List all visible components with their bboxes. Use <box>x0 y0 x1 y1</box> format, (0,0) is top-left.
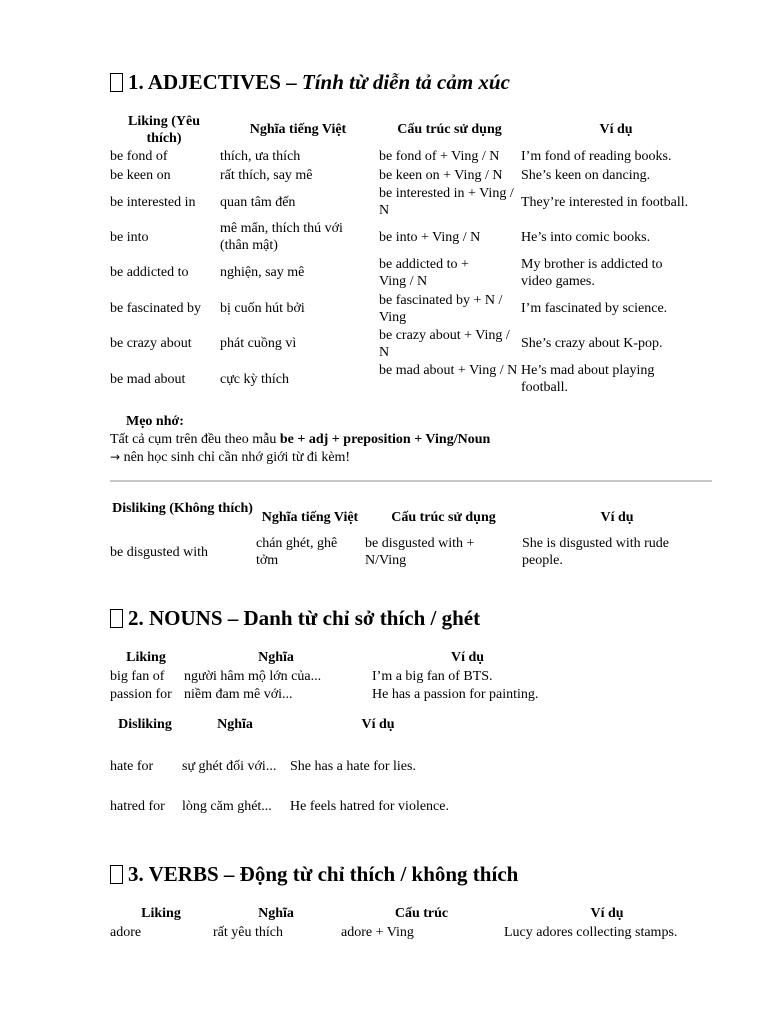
table-header: Liking <box>141 906 181 921</box>
table-header: Cấu trúc sử dụng <box>397 122 502 137</box>
placeholder-glyph-icon <box>110 609 123 628</box>
table-header: Cấu trúc <box>394 906 449 921</box>
table-header: Ví dụ <box>599 122 633 137</box>
divider <box>110 480 712 482</box>
table-header: Nghĩa tiếng Việt <box>249 122 347 137</box>
table-header: Disliking <box>118 717 172 732</box>
table-header: Cấu trúc sử dụng <box>391 510 496 525</box>
table-header: Nghĩa <box>258 906 294 921</box>
section-1-heading: 1. ADJECTIVES – Tính từ diễn tả cảm xúc <box>110 70 510 95</box>
section-3-heading: 3. VERBS – Động từ chỉ thích / không thích <box>110 862 518 887</box>
table-header: Ví dụ <box>361 717 395 732</box>
tip-line-1: Tất cả cụm trên đều theo mẫu be + adj + preposition + Ving/Noun <box>110 432 491 447</box>
arrow-right-icon: → <box>110 450 121 464</box>
placeholder-glyph-icon <box>110 73 123 92</box>
table-header: Nghĩa <box>217 717 253 732</box>
table-header: Ví dụ <box>590 906 624 921</box>
table-header: Nghĩa <box>258 650 294 665</box>
table-header: Disliking (Không thích) <box>112 501 253 516</box>
table-header: Liking <box>126 650 166 665</box>
placeholder-glyph-icon <box>110 865 123 884</box>
table-header: Nghĩa tiếng Việt <box>261 510 359 525</box>
section-2-heading: 2. NOUNS – Danh từ chỉ sở thích / ghét <box>110 606 480 631</box>
table-header: Ví dụ <box>450 650 485 665</box>
tip-line-2: → nên học sinh chỉ cần nhớ giới từ đi kèm! <box>110 450 351 465</box>
tip-title: Mẹo nhớ: <box>126 414 184 429</box>
table-header: Ví dụ <box>600 510 634 525</box>
table-header: Liking (Yêu thích) <box>128 114 200 146</box>
